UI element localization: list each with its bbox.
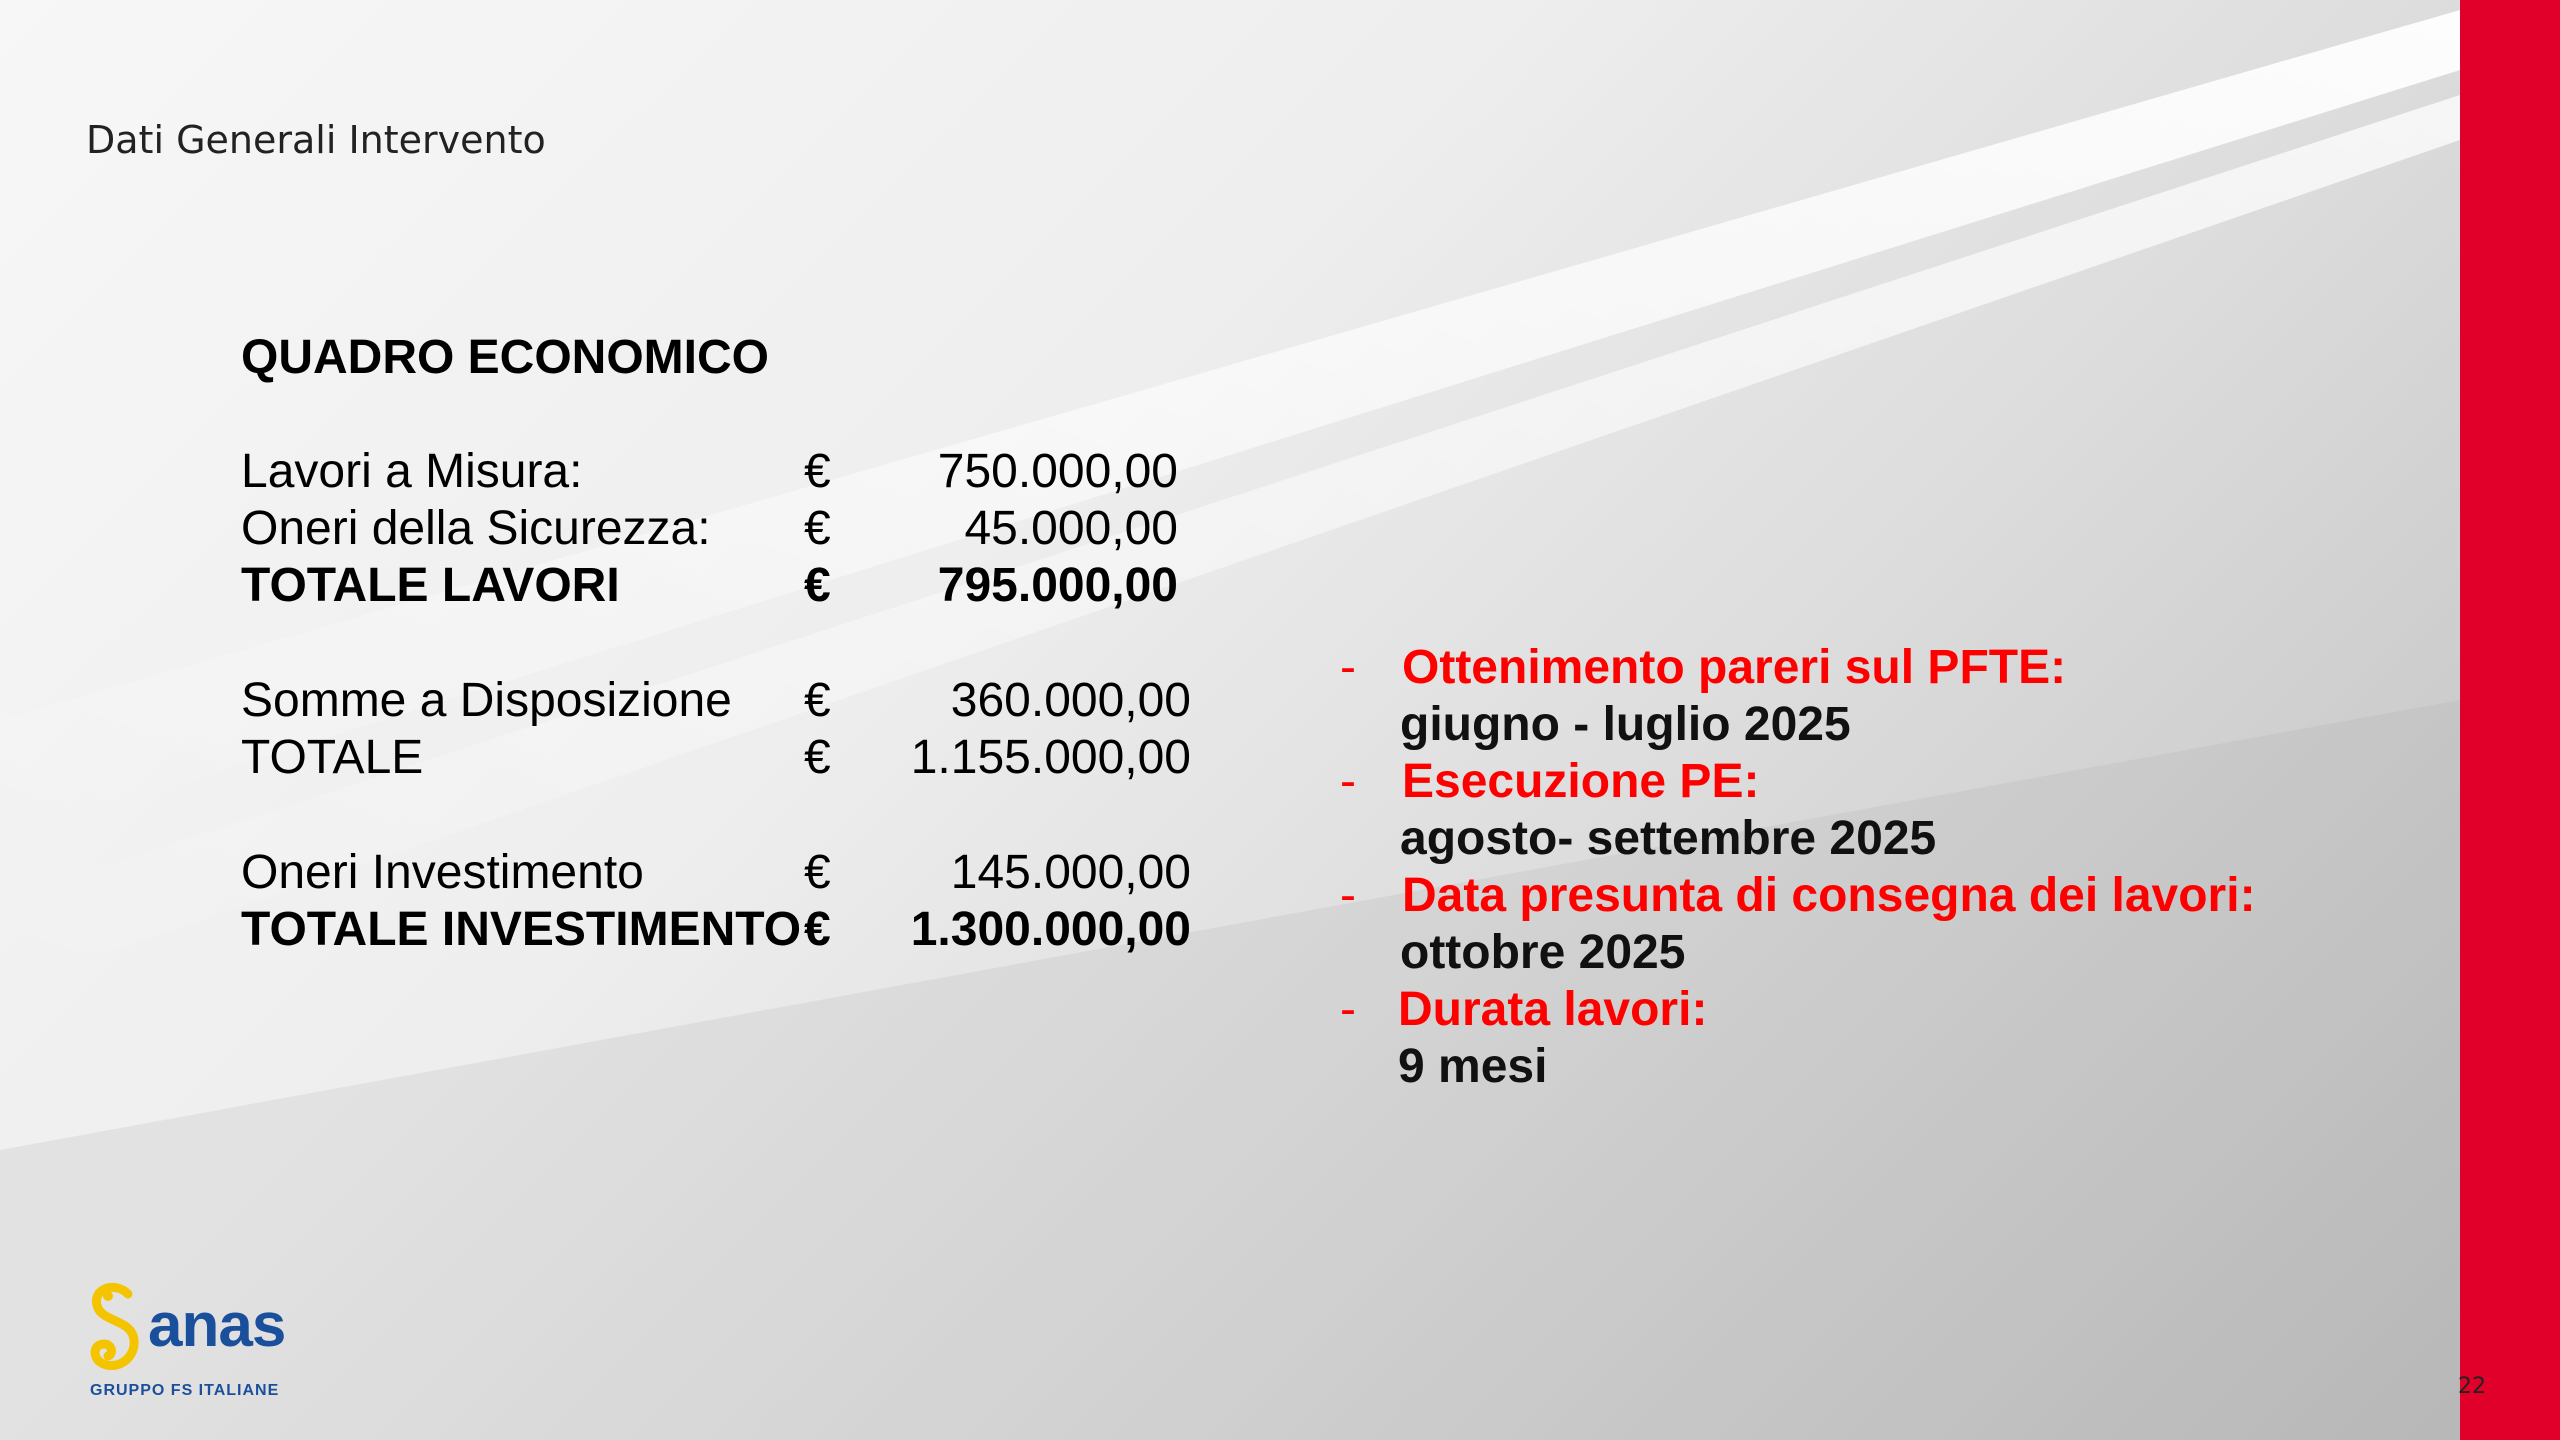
qe-row-amount: 750.000,00	[937, 445, 1178, 498]
qe-row-amount: 145.000,00	[950, 846, 1191, 899]
page-number: 22	[2458, 1374, 2486, 1399]
qe-row-amount: 1.300.000,00	[910, 903, 1191, 956]
qe-row-amount: 1.155.000,00	[910, 731, 1191, 784]
qe-row-currency: €	[804, 846, 831, 899]
timeline-item-heading	[1340, 982, 2256, 1039]
anas-s-logo-icon	[84, 1280, 148, 1380]
qe-row-amount: 45.000,00	[964, 502, 1178, 555]
qe-row-oneri-investimento	[241, 845, 1191, 901]
red-side-bar	[2460, 0, 2560, 1440]
qe-row-currency: €	[804, 674, 831, 727]
qe-row-currency: €	[804, 903, 831, 956]
qe-row-somme-disposizione	[241, 673, 1191, 729]
qe-row-label: Lavori a Misura:	[241, 445, 583, 498]
qe-row-oneri-sicurezza	[241, 501, 1191, 557]
qe-row-label: Somme a Disposizione	[241, 674, 732, 727]
qe-row-totale-investimento	[241, 902, 1191, 958]
logo-wordmark: anas	[148, 1291, 286, 1360]
qe-row-currency: €	[804, 731, 831, 784]
list-item	[1340, 868, 2256, 982]
timeline-item-label: Ottenimento pareri sul PFTE:	[1402, 641, 2067, 694]
timeline-item-value: 9 mesi	[1398, 1040, 1548, 1093]
qe-row-currency: €	[804, 445, 831, 498]
bullet-dash: -	[1340, 983, 1356, 1036]
timeline-item-label: Durata lavori:	[1398, 983, 1708, 1036]
timeline-item-heading	[1340, 868, 2256, 925]
list-item	[1340, 754, 2256, 868]
qe-row-label: Oneri della Sicurezza:	[241, 502, 711, 555]
list-item	[1340, 640, 2256, 754]
qe-row-label: Oneri Investimento	[241, 846, 644, 899]
timeline-item-value: ottobre 2025	[1400, 926, 1686, 979]
timeline-item-value: giugno - luglio 2025	[1400, 698, 1851, 751]
qe-row-currency: €	[804, 559, 831, 612]
quadro-economico-heading: QUADRO ECONOMICO	[241, 331, 769, 384]
qe-row-amount: 795.000,00	[937, 559, 1178, 612]
qe-row-lavori-misura	[241, 444, 1191, 500]
timeline-list	[1340, 640, 2256, 1096]
bullet-dash: -	[1340, 641, 1356, 694]
timeline-item-label: Esecuzione PE:	[1402, 755, 1760, 808]
timeline-item-heading	[1340, 754, 2256, 811]
qe-row-amount: 360.000,00	[950, 674, 1191, 727]
bullet-dash: -	[1340, 869, 1356, 922]
logo-subtitle: GRUPPO FS ITALIANE	[90, 1382, 280, 1399]
timeline-item-heading	[1340, 640, 2256, 697]
timeline-item-label: Data presunta di consegna dei lavori:	[1402, 869, 2256, 922]
qe-row-label: TOTALE INVESTIMENTO	[241, 903, 802, 956]
list-item	[1340, 982, 2256, 1096]
qe-row-currency: €	[804, 502, 831, 555]
slide-title: Dati Generali Intervento	[86, 118, 546, 162]
qe-row-totale	[241, 730, 1191, 786]
quadro-economico	[241, 330, 1191, 956]
qe-row-label: TOTALE	[241, 731, 424, 784]
bullet-dash: -	[1340, 755, 1356, 808]
anas-logo	[84, 1280, 294, 1400]
qe-row-totale-lavori	[241, 558, 1191, 614]
timeline-item-value: agosto- settembre 2025	[1400, 812, 1937, 865]
qe-row-label: TOTALE LAVORI	[241, 559, 620, 612]
